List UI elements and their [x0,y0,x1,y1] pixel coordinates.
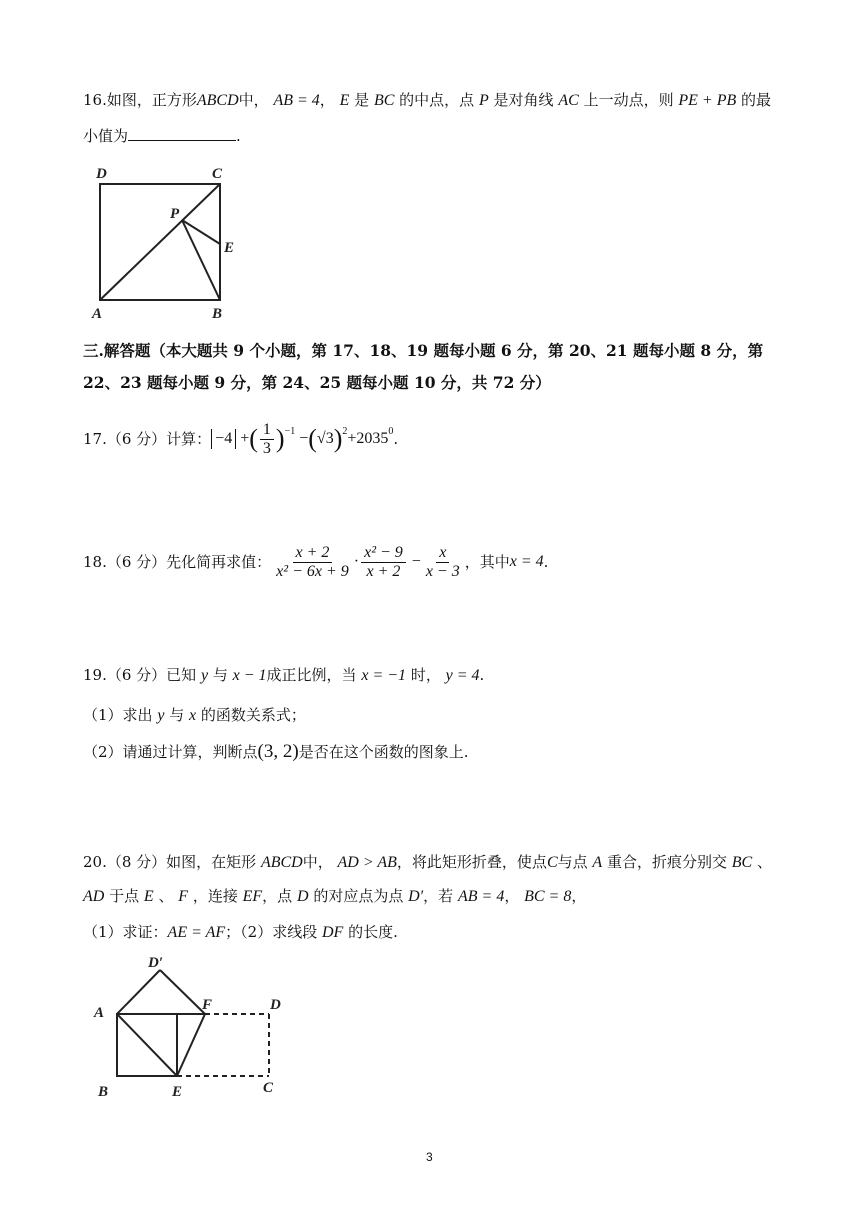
q20-text: 、 [757,853,773,871]
q16-text: 是 [354,91,370,109]
q18-text: . [543,553,549,571]
frac-denominator: x − 3 [425,562,460,580]
q19-text: 成正比例，当 [266,666,357,684]
q19-math-y-value: y = 4 [445,667,480,684]
q20-math-e: E [143,888,154,905]
q20-text: ， [504,887,520,905]
q20-text: 的对应点为点 [313,887,404,905]
frac-denominator: 3 [262,439,271,457]
q20-math-aeaf: AE = AF [167,924,226,941]
q17-fraction [260,421,274,458]
q16-text: 16.如图，正方形 [83,91,197,109]
q20-text: ， [571,887,587,905]
q20-text: ，若 [423,887,454,905]
label-d: D [96,166,107,182]
q16-text: 的中点，点 [399,91,475,109]
q17-abs: −4 [211,429,236,449]
q16-text: 上一动点，则 [583,91,674,109]
q20-text: 、 [158,887,174,905]
q19-text: （2）请通过计算，判断点 [83,743,258,761]
q17-text: 17.（6 分）计算： [83,430,212,448]
frac-numerator: 1 [260,421,274,440]
q20-text: ；（2）求线段 [225,923,318,941]
label-e: E [172,1084,183,1100]
q20-text: 中， [302,853,333,871]
q19-line1 [83,665,484,686]
label-c: C [212,166,223,182]
frac-numerator: x [436,544,449,563]
q16-math-p: P [478,92,489,109]
label-dprime: D′ [148,955,164,971]
q18-fraction-1 [273,544,352,581]
q20-math-c: C [546,854,558,871]
label-e: E [224,240,235,256]
q20-figure [88,955,298,1105]
q20-text: ，点 [262,887,293,905]
q20-math-bc: BC [731,854,753,871]
q16-line1 [83,90,771,111]
q19-text: 与 [169,706,185,724]
q19-text: . [479,666,485,684]
segment-ad-prime [117,970,160,1014]
segment-ae [117,1014,177,1076]
label-f: F [202,997,213,1013]
q18-condition: x = 4 [509,553,544,570]
q16-text: . [236,127,241,145]
q16-text: 是对角线 [493,91,554,109]
q20-line1 [83,852,772,873]
q20-text: （1）求证： [83,923,168,941]
q20-math-ef: EF [242,888,263,905]
q19-text: （1）求出 [83,706,153,724]
q20-math-abcd: ABCD [260,854,303,871]
q20-math-f: F [178,888,189,905]
answer-blank[interactable] [128,126,236,141]
q19-text: 时， [410,666,441,684]
section3-heading-line2: 22、23 题每小题 9 分，第 24、25 题每小题 10 分，共 72 分） [83,373,551,392]
q20-math-dprime: D′ [408,888,424,905]
q17-sqrt: √3 [316,430,334,447]
q19-text: 是否在这个函数的图象上. [298,743,469,761]
q17-text: . [393,430,399,448]
q19-text: 的函数关系式； [200,706,306,724]
q20-line3 [83,922,398,943]
q19-point: (3, 2) [257,741,299,762]
q20-math-bc8: BC = 8 [524,888,572,905]
q16-text: 的最 [741,91,772,109]
q16-math-pepb: PE + PB [678,92,737,109]
label-a: A [94,1005,105,1021]
q16-text: 中， [238,91,269,109]
q17-year: +2035 [347,430,389,447]
q16-math-abcd: ABCD [196,92,239,109]
q19-math-y: y [200,667,209,684]
q16-figure [88,160,248,325]
q18-fraction-3 [423,544,463,581]
q17-exponent: 0 [388,426,394,437]
q20-math-a: A [592,854,603,871]
q16-text: 小值为 [83,127,129,145]
q19-part2 [83,742,468,762]
q20-text: 重合，折痕分别交 [606,853,727,871]
q18-line: 18.（6 分）先化简再求值： $\frac{x + 2}{\text{x² − 6x + 9}}$ · $\frac{\text{x² − 9}}{x + 2}$ − $\frac{x}{x - 3}$ ，其中 x = 4 . [83,543,549,580]
label-a: A [92,306,103,322]
q20-text: ，连接 [192,887,238,905]
page-number: 3 [426,1150,433,1164]
q20-text: 20.（8 分）如图，在矩形 [83,853,257,871]
frac-numerator: x² − 9 [361,544,406,563]
label-b: B [98,1084,109,1100]
q19-text: 19.（6 分）已知 [83,666,197,684]
q18-text: 18.（6 分）先化简再求值： [83,553,272,571]
q16-text: ， [319,91,335,109]
label-p: P [170,206,180,222]
label-d: D [270,997,281,1013]
q20-math-d: D [296,888,309,905]
q20-text: 与点 [557,853,588,871]
q18-fraction-2 [361,544,406,581]
q20-math-ad: AD > AB [337,854,397,871]
segment-dprime-f [160,970,205,1014]
frac-denominator: x² − 6x + 9 [276,562,349,580]
q17-exponent: 2 [342,426,348,437]
q19-part1 [83,705,306,726]
q16-math-e: E [339,92,350,109]
frac-numerator: x + 2 [293,544,333,563]
q17-line: 17.（6 分）计算： −4 + ( $\frac{1}{3}$ ) −1 − ( √3 ) 2 +2035 0 . [83,420,399,457]
q16-line2 [83,126,241,146]
q20-text: 于点 [109,887,140,905]
q20-text: ，将此矩形折叠，使点 [396,853,547,871]
q17-exponent: −1 [284,426,296,437]
q18-text: ，其中 [464,553,510,571]
q20-math-ad2: AD [83,888,105,905]
diagonal-ac [100,184,220,300]
section3-heading-line1: 三.解答题（本大题共 9 个小题，第 17、18、19 题每小题 6 分，第 20、21 题每小题 8 分，第 [83,341,764,360]
label-b: B [212,306,223,322]
q16-math-ab: AB = 4 [273,92,320,109]
q20-math-df: DF [321,924,344,941]
q19-math-xm1: x − 1 [232,667,267,684]
frac-denominator: x + 2 [366,562,401,580]
q19-text: 与 [212,666,228,684]
q19-math-y: y [157,707,165,724]
q16-math-bc: BC [373,92,395,109]
label-c: C [263,1080,274,1096]
q20-math-ab4: AB = 4 [457,888,505,905]
q16-math-ac: AC [558,92,579,109]
segment-fe [177,1014,205,1076]
q19-math-x-var: x [189,707,197,724]
q19-math-x: x = −1 [361,667,407,684]
q20-text: 的长度. [348,923,398,941]
q20-line2 [83,886,586,907]
